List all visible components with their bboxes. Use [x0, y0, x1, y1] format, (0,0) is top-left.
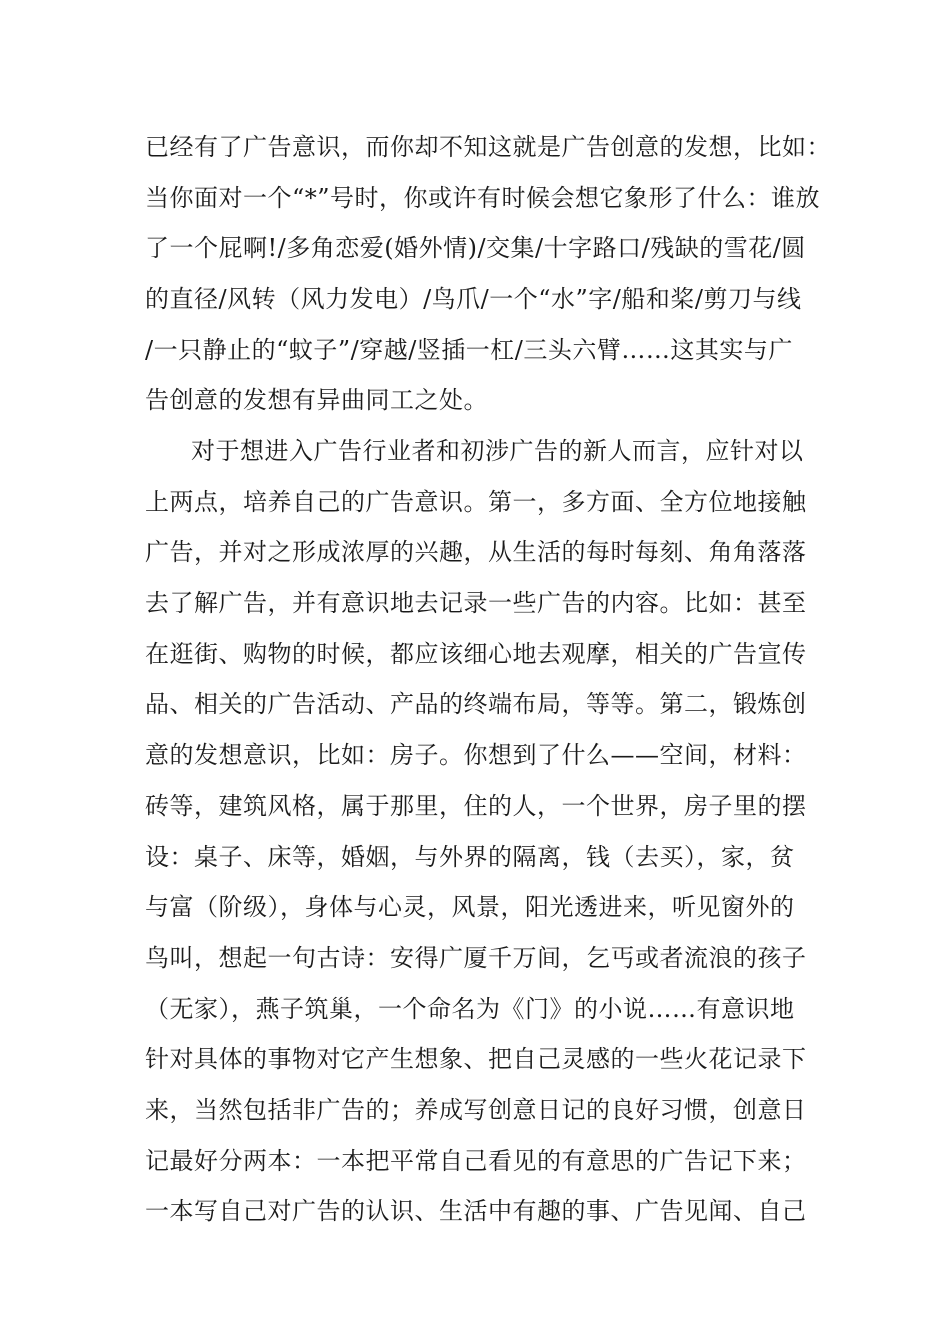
text-line: 设：桌子、床等，婚姻，与外界的隔离，钱（去买），家，贫 — [145, 842, 795, 871]
text-line: 砖等，建筑风格，属于那里，住的人，一个世界，房子里的摆 — [145, 791, 807, 820]
text-line: 的直径/风转（风力发电）/鸟爪/一个“水”字/船和桨/剪刀与线 — [145, 285, 802, 314]
text-line: 广告，并对之形成浓厚的兴趣，从生活的每时每刻、角角落落 — [145, 538, 807, 567]
text-line: 上两点，培养自己的广告意识。第一，多方面、全方位地接触 — [145, 487, 807, 516]
text-line: 告创意的发想有异曲同工之处。 — [145, 386, 488, 415]
text-line: 当你面对一个“*”号时，你或许有时候会想它象形了什么：谁放 — [145, 183, 821, 212]
text-line: 与富（阶级），身体与心灵，风景，阳光透进来，听见窗外的 — [145, 893, 795, 922]
text-line: （无家），燕子筑巢，一个命名为《门》的小说……有意识地 — [145, 994, 795, 1023]
text-line: 针对具体的事物对它产生想象、把自己灵感的一些火花记录下 — [145, 1045, 807, 1074]
text-line: 鸟叫，想起一句古诗：安得广厦千万间，乞丐或者流浪的孩子 — [145, 943, 807, 972]
text-line: 去了解广告，并有意识地去记录一些广告的内容。比如：甚至 — [145, 589, 807, 618]
text-line-indented: 对于想进入广告行业者和初涉广告的新人而言，应针对以 — [191, 437, 804, 465]
text-line: 品、相关的广告活动、产品的终端布局，等等。第二，锻炼创 — [145, 690, 807, 719]
text-line: 来，当然包括非广告的；养成写创意日记的良好习惯，创意日 — [145, 1095, 807, 1124]
text-line: 记最好分两本：一本把平常自己看见的有意思的广告记下来； — [145, 1146, 807, 1175]
text-line: 已经有了广告意识，而你却不知这就是广告创意的发想，比如： — [145, 133, 831, 161]
paragraph-1 — [145, 122, 831, 426]
text-line: 意的发想意识，比如：房子。你想到了什么——空间，材料： — [145, 741, 807, 770]
text-line: 在逛街、购物的时候，都应该细心地去观摩，相关的广告宣传 — [145, 639, 807, 668]
text-line: /一只静止的“蚊子”/穿越/竖插一杠/三头六臂……这其实与广 — [145, 335, 793, 364]
paragraph-2 — [145, 426, 810, 1237]
text-line: 一本写自己对广告的认识、生活中有趣的事、广告见闻、自己 — [145, 1197, 807, 1226]
text-line: 了一个屁啊!/多角恋爱(婚外情)/交集/十字路口/残缺的雪花/圆 — [145, 234, 806, 263]
